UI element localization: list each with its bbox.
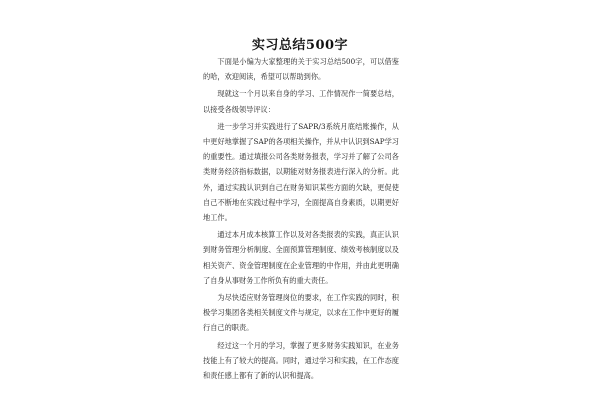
paragraph-conclusion: 经过这一个月的学习，掌握了更多财务实践知识，在业务技能上有了较大的提高。同时，通过学习和实践，在工作态度和责任感上都有了新的认识和提高。 bbox=[203, 340, 399, 381]
document-body bbox=[203, 54, 399, 385]
page-title: 实习总结500字 bbox=[251, 38, 349, 53]
paragraph-regulations: 为尽快适应财务管理岗位的要求，在工作实践的同时，积极学习集团各类相关制度文件与规定，以求在工作中更好的履行自己的职责。 bbox=[203, 293, 399, 333]
paragraph-intro: 下面是小编为大家整理的关于实习总结500字，可以借鉴的哈，欢迎阅读，希望可以帮助到你。 bbox=[203, 57, 399, 82]
paragraph-sap-learning: 进一步学习并实践进行了SAPR/3系统月底结账操作，从中更好地掌握了SAP的各项相关操作，并从中认识到SAP学习的重要性。通过填报公司各类财务报表，学习并了解了公司各类财务经济指标数据，以期能对财务报表进行深入的分析。此外，通过实践认识到自己在财务知识某些方面的欠缺，更促使自己不断地在实践过程中学习，全面提高自身素质，以期更好地工作。 bbox=[203, 121, 399, 223]
paragraph-summary-lead: 现就这一个月以来自身的学习、工作情况作一简要总结，以接受各级领导评议： bbox=[203, 89, 399, 114]
paragraph-cost-accounting: 通过本月成本核算工作以及对各类报表的实践，真正认识到财务管理分析制度、全面预算管理制度、绩效考核制度以及相关资产、资金管理制度在企业管理的中作用，并由此更明确了自身从事财务工作所负有的重大责任。 bbox=[203, 230, 399, 285]
